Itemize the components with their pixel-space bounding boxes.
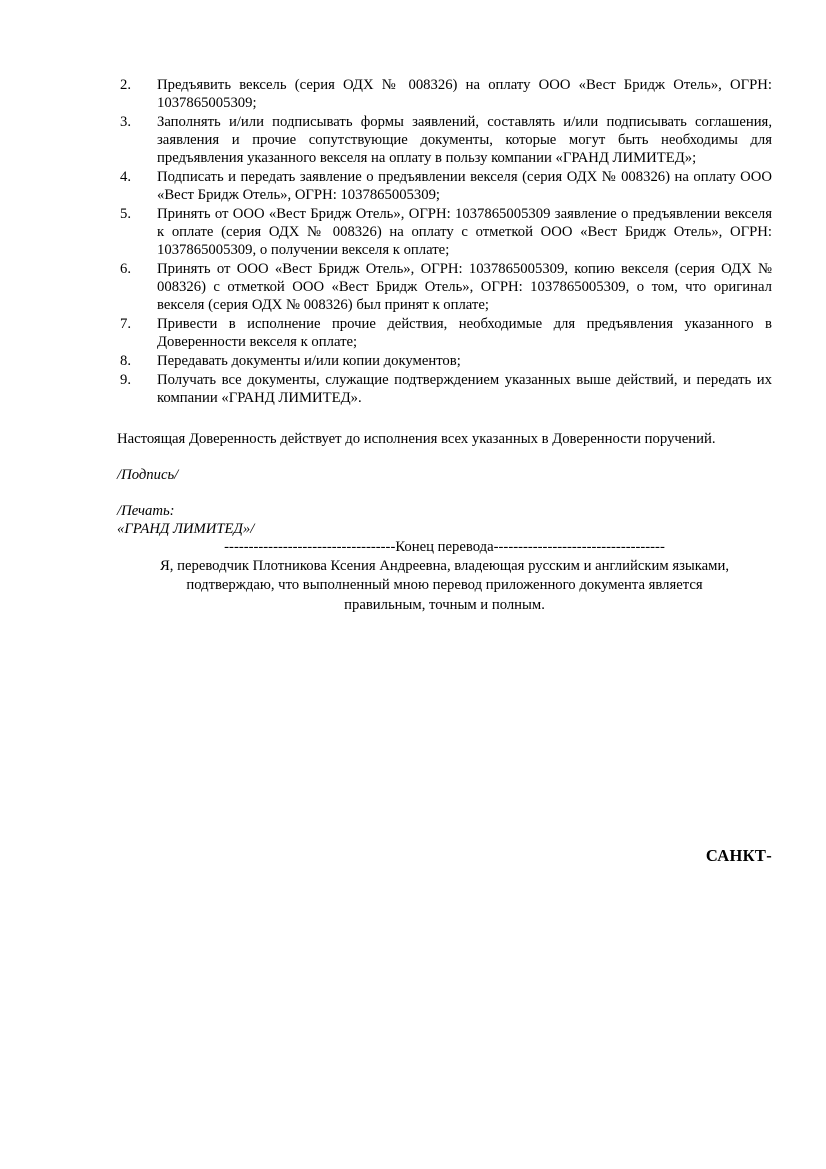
spacer xyxy=(117,408,772,430)
powers-list xyxy=(117,76,772,407)
seal-label: /Печать: xyxy=(117,503,175,520)
validity-paragraph: Настоящая Доверенность действует до исполнения всех указанных в Доверенности поручений. xyxy=(117,430,716,447)
list-item xyxy=(117,76,772,112)
list-item-text: Заполнять и/или подписывать формы заявлений, составлять и/или подписывать соглашения, заявления и прочие сопутствующие документы, которые могут быть необходимы для предъявления указанного векселя на оплату в пользу компании «ГРАНД ЛИМИТЕД»; xyxy=(157,113,772,167)
list-item xyxy=(117,371,772,407)
list-item-number: 9. xyxy=(120,371,132,388)
list-item xyxy=(117,168,772,204)
list-item xyxy=(117,260,772,315)
list-item xyxy=(117,352,772,370)
list-item xyxy=(117,205,772,260)
document-content xyxy=(117,76,772,615)
end-of-translation-rule: -----------------------------------Конец перевода----------------------------------- xyxy=(224,539,665,556)
list-item xyxy=(117,113,772,168)
list-item-number: 7. xyxy=(120,316,132,333)
certification-line-3: правильным, точным и полным. xyxy=(344,596,545,613)
seal-company: «ГРАНД ЛИМИТЕД»/ xyxy=(117,521,255,538)
list-item-text: Предъявить вексель (серия ОДХ № 008326) на оплату ООО «Вест Бридж Отель», ОГРН: 1037865005309; xyxy=(157,77,772,112)
list-item-text: Подписать и передать заявление о предъявлении векселя (серия ОДХ № 008326) на оплату ООО «Вест Бридж Отель», ОГРН: 1037865005309; xyxy=(157,169,772,204)
list-item-text: Передавать документы и/или копии документов; xyxy=(157,353,461,370)
list-item-number: 8. xyxy=(120,353,132,370)
list-item-text: Принять от ООО «Вест Бридж Отель», ОГРН: 1037865005309 заявление о предъявлении векселя к оплате (серия ОДХ № 008326) на оплату с отметкой ООО «Вест Бридж Отель», ОГРН: 1037865005309, о получении векселя к оплате; xyxy=(157,205,772,259)
certification-line-1: Я, переводчик Плотникова Ксения Андреевна, владеющая русским и английским языками, xyxy=(159,557,730,574)
list-item-text: Привести в исполнение прочие действия, необходимые для предъявления указанного в Доверенности векселя к оплате; xyxy=(157,316,772,351)
footer-city: САНКТ- xyxy=(705,846,772,865)
list-item-text: Принять от ООО «Вест Бридж Отель», ОГРН: 1037865005309, копию векселя (серия ОДХ № 008326) с отметкой ООО «Вест Бридж Отель», ОГРН: 1037865005309, о том, что оригинал векселя (серия ОДХ № 008326) был принят к оплате; xyxy=(157,261,772,314)
list-item-number: 6. xyxy=(120,261,132,278)
list-item xyxy=(117,315,772,351)
signature-placeholder: /Подпись/ xyxy=(117,466,179,483)
spacer xyxy=(117,484,772,502)
certification-line-2: подтверждаю, что выполненный мною перевод приложенного документа является xyxy=(186,577,703,594)
list-item-number: 3. xyxy=(120,113,132,130)
list-item-number: 5. xyxy=(120,205,132,222)
list-item-number: 2. xyxy=(120,77,132,93)
list-item-number: 4. xyxy=(120,169,132,186)
spacer xyxy=(117,448,772,466)
list-item-text: Получать все документы, служащие подтверждением указанных выше действий, и передать их компании «ГРАНД ЛИМИТЕД». xyxy=(157,371,772,406)
